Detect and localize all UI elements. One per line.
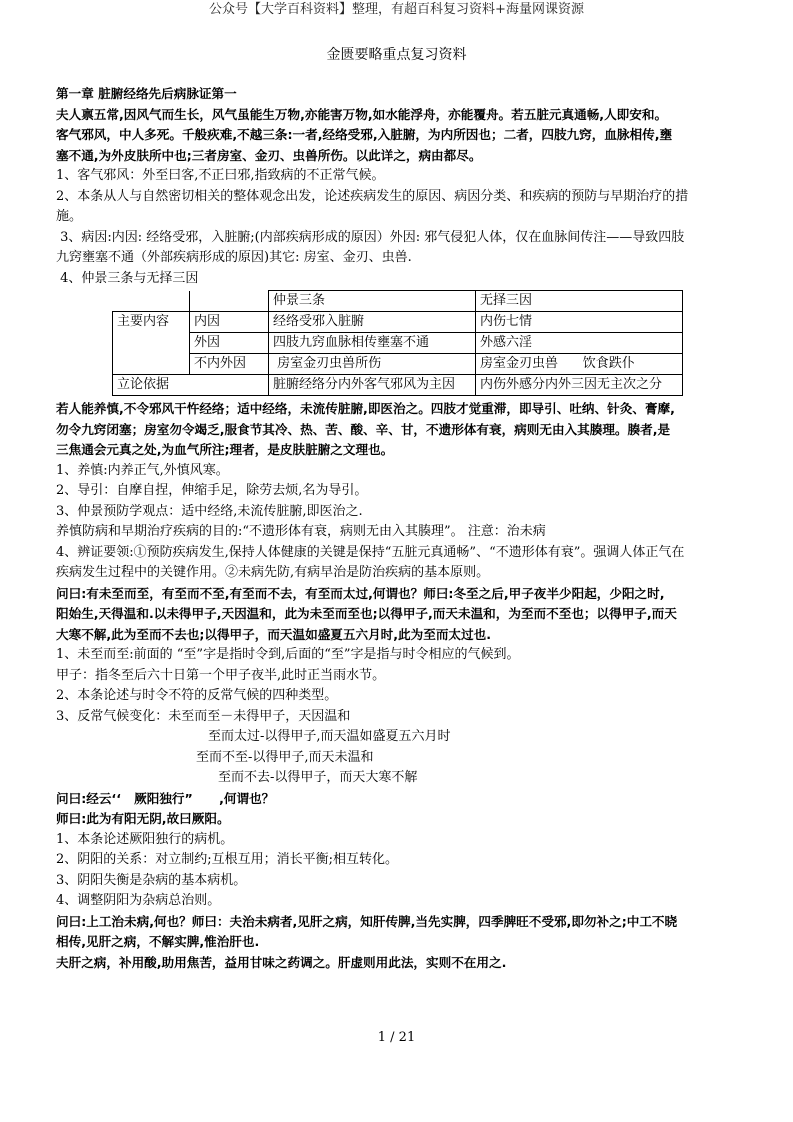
note-line: 1、未至而至:前面的 “至”字是指时令到,后面的“至”字是指与时令相应的气候到。 [56,647,520,662]
paragraph: 大寒不解,此为至而不去也;以得甲子，而天温如盛夏五六月时,此为至而太过也. [56,626,491,642]
table-cell: 脏腑经络分内外客气邪风为主因 [269,375,476,396]
table-cell: 内伤外感分内外三因无主次之分 [476,375,683,396]
table-cell [113,291,190,312]
table-cell: 主要内容 [113,312,190,333]
note-line: 4、调整阴阳为杂病总治则。 [56,893,221,908]
note-line: 2、本条论述与时令不符的反常气候的四种类型。 [56,688,338,703]
paragraph: 问曰:有未至而至，有至而不至,有至而不去，有至而太过,何谓也？师曰:冬至之后,甲子夜半少阳起，少阳之时, [56,585,665,601]
climate-line: 至而太过-以得甲子,而天温如盛夏五六月时 [208,729,451,744]
note-line: 2、本条从人与自然密切相关的整体观念出发，论述疾病发生的原因、病因分类、和疾病的预防与早期治疗的措 [56,188,689,204]
note-line: 2、导引：自摩自捏，伸缩手足，除劳去烦,名为导引。 [56,483,368,498]
note-line: 疾病发生过程中的关键作用。②未病先防,有病早治是防治疾病的基本原则。 [56,565,490,580]
note-line: 1、客气邪风：外至曰客,不正曰邪,指致病的不正常气候。 [56,168,385,183]
note-line: 3、反常气候变化：未至而至－未得甲子，天因温和 [56,708,351,724]
page-number: 1 / 21 [377,1030,416,1045]
table-header-row [113,291,683,312]
table-row [113,333,683,354]
chapter-heading: 第一章 脏腑经络先后病脉证第一 [56,86,237,101]
page-header: 公众号【大学百科资料】整理，有超百科复习资料+海量网课资源 [209,2,584,17]
paragraph: 勿令九窍闭塞；房室勿令竭乏,服食节其冷、热、苦、酸、辛、甘，不遗形体有衰，病则无由入其腠理。腠者,是 [56,421,671,437]
paragraph: 三焦通会元真之处,为血气所注;理者，是皮肤脏腑之文理也。 [56,442,394,457]
note-line: 4、辨证要领:①预防疾病发生,保持人体健康的关键是保持“五脏元真通畅”、“不遗形体有衰”。强调人体正气在 [56,544,685,560]
note-line: 1、本条论述厥阳独行的病机。 [56,831,234,847]
note-line: 养慎防病和早期治疗疾病的目的:“不遗形体有衰，病则无由入其腠理”。 注意：治未病 [56,524,546,539]
note-line: 2、阴阳的关系：对立制约;互根互用；消长平衡;相互转化。 [56,852,399,867]
table-cell: 外感六淫 [476,333,683,354]
paragraph: 问曰:经云‘‘ 厥阳独行” ,何谓也？ [56,790,275,806]
document-body [56,84,740,973]
table-cell: 外因 [190,333,269,354]
etiology-comparison-table [112,290,683,396]
table-header-cell: 仲景三条 [269,291,476,312]
table-cell [190,375,269,396]
note-line: 3、病因:内因: 经络受邪，入脏腑;(内部疾病形成的原因）外因: 邪气侵犯人体，仅在血脉间传注——导致四肢 [56,229,685,245]
paragraph: 问曰:上工治未病,何也？师曰：夫治未病者,见肝之病，知肝传脾,当先实脾，四季脾旺不受邪,即勿补之;中工不晓 [56,913,678,929]
table-cell: 经络受邪入脏腑 [269,312,476,333]
table-cell [113,333,190,354]
note-line: 4、仲景三条与无择三因 [56,270,199,286]
paragraph: 客气邪风，中人多死。千般疢难,不越三条:一者,经络受邪,入脏腑，为内所因也；二者，四肢九窍，血脉相传,壅 [56,127,673,142]
table-cell: 不内外因 [190,354,269,375]
note-line: 3、仲景预防学观点：适中经络,未流传脏腑,即医治之. [56,503,363,519]
paragraph: 夫肝之病，补用酸,助用焦苦，益用甘味之药调之。肝虚则用此法，实则不在用之. [56,954,507,970]
note-line: 甲子：指冬至后六十日第一个甲子夜半,此时正当雨水节。 [56,667,386,683]
paragraph: 阳始生,天得温和.以未得甲子,天因温和，此为未至而至也;以得甲子,而天未温和，为至而不至也；以得甲子,而天 [56,606,677,621]
document-title: 金匮要略重点复习资料 [326,47,467,63]
table-cell: 四肢九窍血脉相传壅塞不通 [269,333,476,354]
table-header-cell: 无择三因 [476,291,683,312]
paragraph: 夫人禀五常,因风气而生长，风气虽能生万物,亦能害万物,如水能浮舟，亦能覆舟。若五脏元真通畅,人即安和。 [56,106,668,122]
paragraph: 塞不通,为外皮肤所中也;三者房室、金刃、虫兽所伤。以此详之，病由都尽。 [56,147,482,163]
note-line: 1、养慎:内养正气,外慎风寒。 [56,462,229,478]
paragraph: 师曰:此为有阳无阴,故曰厥阳。 [56,811,230,826]
climate-line: 至而不至-以得甲子,而天未温和 [196,749,374,765]
table-cell: 内伤七情 [476,312,683,333]
climate-line: 至而不去-以得甲子，而天大寒不解 [218,770,418,785]
table-cell: 内因 [190,312,269,333]
table-row [113,354,683,375]
table-cell: 立论依据 [113,375,190,396]
table-row [113,312,683,333]
table-cell [113,354,190,375]
paragraph: 相传,见肝之病，不解实脾,惟治肝也. [56,934,260,949]
table-cell: 房室金刃虫兽 饮食跌仆 [476,354,683,375]
note-line: 3、阴阳失衡是杂病的基本病机。 [56,872,247,888]
table-row [113,375,683,396]
note-line: 九窍壅塞不通（外部疾病形成的原因)其它: 房室、金刃、虫兽. [56,250,412,265]
table-cell [190,291,269,312]
note-line: 施。 [56,209,83,224]
paragraph: 若人能养慎,不令邪风干忤经络；适中经络，未流传脏腑,即医治之。四肢才觉重滞，即导引、吐纳、针灸、膏摩, [56,401,675,416]
table-cell: 房室金刃虫兽所伤 [269,354,476,375]
